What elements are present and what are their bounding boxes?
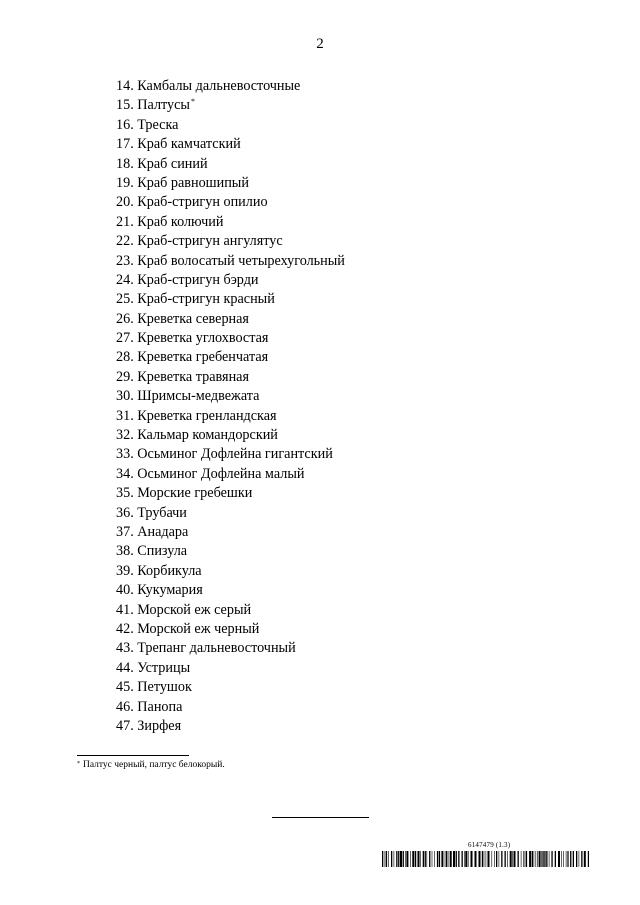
- item-number: 45.: [116, 679, 134, 696]
- list-item: [116, 504, 345, 523]
- item-text: Краб-стригун опилио: [137, 194, 268, 211]
- item-number: 40.: [116, 582, 134, 599]
- footnote: [77, 760, 225, 770]
- item-text: Устрицы: [137, 659, 191, 676]
- item-text: Краб-стригун красный: [137, 291, 275, 308]
- list-item: [116, 310, 345, 329]
- list-item: [116, 465, 345, 484]
- list-item: [116, 135, 345, 154]
- list-item: [116, 542, 345, 561]
- item-number: 17.: [116, 136, 134, 153]
- item-text: Краб колючий: [137, 213, 224, 230]
- item-text: Панопа: [137, 698, 183, 715]
- list-item: [116, 368, 345, 387]
- item-text: Осьминог Дофлейна гигантский: [137, 446, 333, 463]
- item-number: 14.: [116, 78, 134, 94]
- item-text: Палтусы: [137, 97, 190, 114]
- list-item: [116, 96, 345, 115]
- item-text: Анадара: [137, 523, 189, 540]
- item-text: Трубачи: [137, 504, 187, 521]
- item-text: Треска: [137, 116, 179, 133]
- item-text: Шримсы-медвежата: [137, 388, 260, 405]
- list-item: [116, 601, 345, 620]
- item-number: 30.: [116, 388, 134, 405]
- list-item: [116, 387, 345, 406]
- list-item: [116, 232, 345, 251]
- item-text: Зирфея: [137, 717, 182, 734]
- item-number: 37.: [116, 523, 134, 540]
- list-item: [116, 717, 345, 736]
- species-list: [116, 77, 345, 736]
- item-number: 20.: [116, 194, 134, 211]
- item-text: Петушок: [137, 679, 192, 696]
- item-text: Краб волосатый четырехугольный: [137, 252, 345, 269]
- list-item: [116, 620, 345, 639]
- item-text: Спизула: [137, 543, 188, 560]
- item-number: 23.: [116, 252, 134, 269]
- item-text: Морской еж черный: [137, 620, 260, 637]
- item-number: 21.: [116, 213, 134, 230]
- footnote-reference: *: [190, 97, 195, 107]
- item-text: Краб-стригун бэрди: [137, 271, 259, 288]
- list-item: [116, 193, 345, 212]
- item-number: 44.: [116, 659, 134, 676]
- item-number: 26.: [116, 310, 134, 327]
- item-text: Морские гребешки: [137, 485, 253, 502]
- item-number: 16.: [116, 116, 134, 133]
- list-item: [116, 329, 345, 348]
- item-number: 19.: [116, 174, 134, 191]
- item-text: Морской еж серый: [137, 601, 252, 618]
- item-text: Кукумария: [137, 582, 203, 599]
- item-text: Трепанг дальневосточный: [137, 640, 296, 657]
- list-item: [116, 562, 345, 581]
- item-number: 39.: [116, 562, 134, 579]
- list-item: [116, 271, 345, 290]
- list-item: [116, 581, 345, 600]
- list-item: [116, 659, 345, 678]
- list-item: [116, 678, 345, 697]
- item-number: 27.: [116, 330, 134, 347]
- list-item: [116, 484, 345, 503]
- list-item: [116, 426, 345, 445]
- list-item: [116, 290, 345, 309]
- item-number: 32.: [116, 427, 134, 444]
- footnote-mark: *: [77, 761, 80, 767]
- item-text: Корбикула: [137, 562, 202, 579]
- item-text: Креветка северная: [137, 310, 249, 327]
- item-number: 41.: [116, 601, 134, 618]
- item-number: 22.: [116, 233, 134, 250]
- list-item: [116, 252, 345, 271]
- item-number: 29.: [116, 368, 134, 385]
- list-item: [116, 116, 345, 135]
- item-number: 47.: [116, 717, 134, 734]
- item-number: 31.: [116, 407, 134, 424]
- item-text: Осьминог Дофлейна малый: [137, 465, 305, 482]
- item-number: 24.: [116, 271, 134, 288]
- list-item: [116, 698, 345, 717]
- item-number: 33.: [116, 446, 134, 463]
- list-item: [116, 213, 345, 232]
- item-number: 15.: [116, 97, 134, 114]
- barcode: [382, 851, 589, 867]
- item-number: 43.: [116, 640, 134, 657]
- list-item: [116, 77, 345, 96]
- closing-rule: [272, 817, 369, 818]
- item-number: 46.: [116, 698, 134, 715]
- list-item: [116, 639, 345, 658]
- item-number: 34.: [116, 465, 134, 482]
- list-item: [116, 445, 345, 464]
- item-text: Креветка гренландская: [137, 407, 277, 424]
- item-text: Краб-стригун ангулятус: [137, 233, 283, 250]
- item-text: Креветка травяная: [137, 368, 249, 385]
- list-item: [116, 407, 345, 426]
- item-number: 42.: [116, 620, 134, 637]
- item-number: 36.: [116, 504, 134, 521]
- list-item: [116, 523, 345, 542]
- footnote-separator: [77, 755, 189, 756]
- item-number: 28.: [116, 349, 134, 366]
- item-number: 35.: [116, 485, 134, 502]
- item-text: Краб равношипый: [137, 174, 249, 191]
- item-number: 38.: [116, 543, 134, 560]
- item-text: Креветка гребенчатая: [137, 349, 269, 366]
- item-number: 18.: [116, 155, 134, 172]
- page-number: 2: [316, 36, 324, 52]
- item-text: Кальмар командорский: [137, 427, 278, 444]
- item-text: Креветка углохвостая: [137, 330, 269, 347]
- list-item: [116, 155, 345, 174]
- document-code: 6147479 (1.3): [468, 841, 511, 849]
- list-item: [116, 174, 345, 193]
- item-text: Краб синий: [137, 155, 208, 172]
- item-text: Краб камчатский: [137, 136, 241, 153]
- item-number: 25.: [116, 291, 134, 308]
- item-text: Камбалы дальневосточные: [137, 78, 301, 94]
- list-item: [116, 348, 345, 367]
- footnote-text: Палтус черный, палтус белокорый.: [83, 760, 225, 770]
